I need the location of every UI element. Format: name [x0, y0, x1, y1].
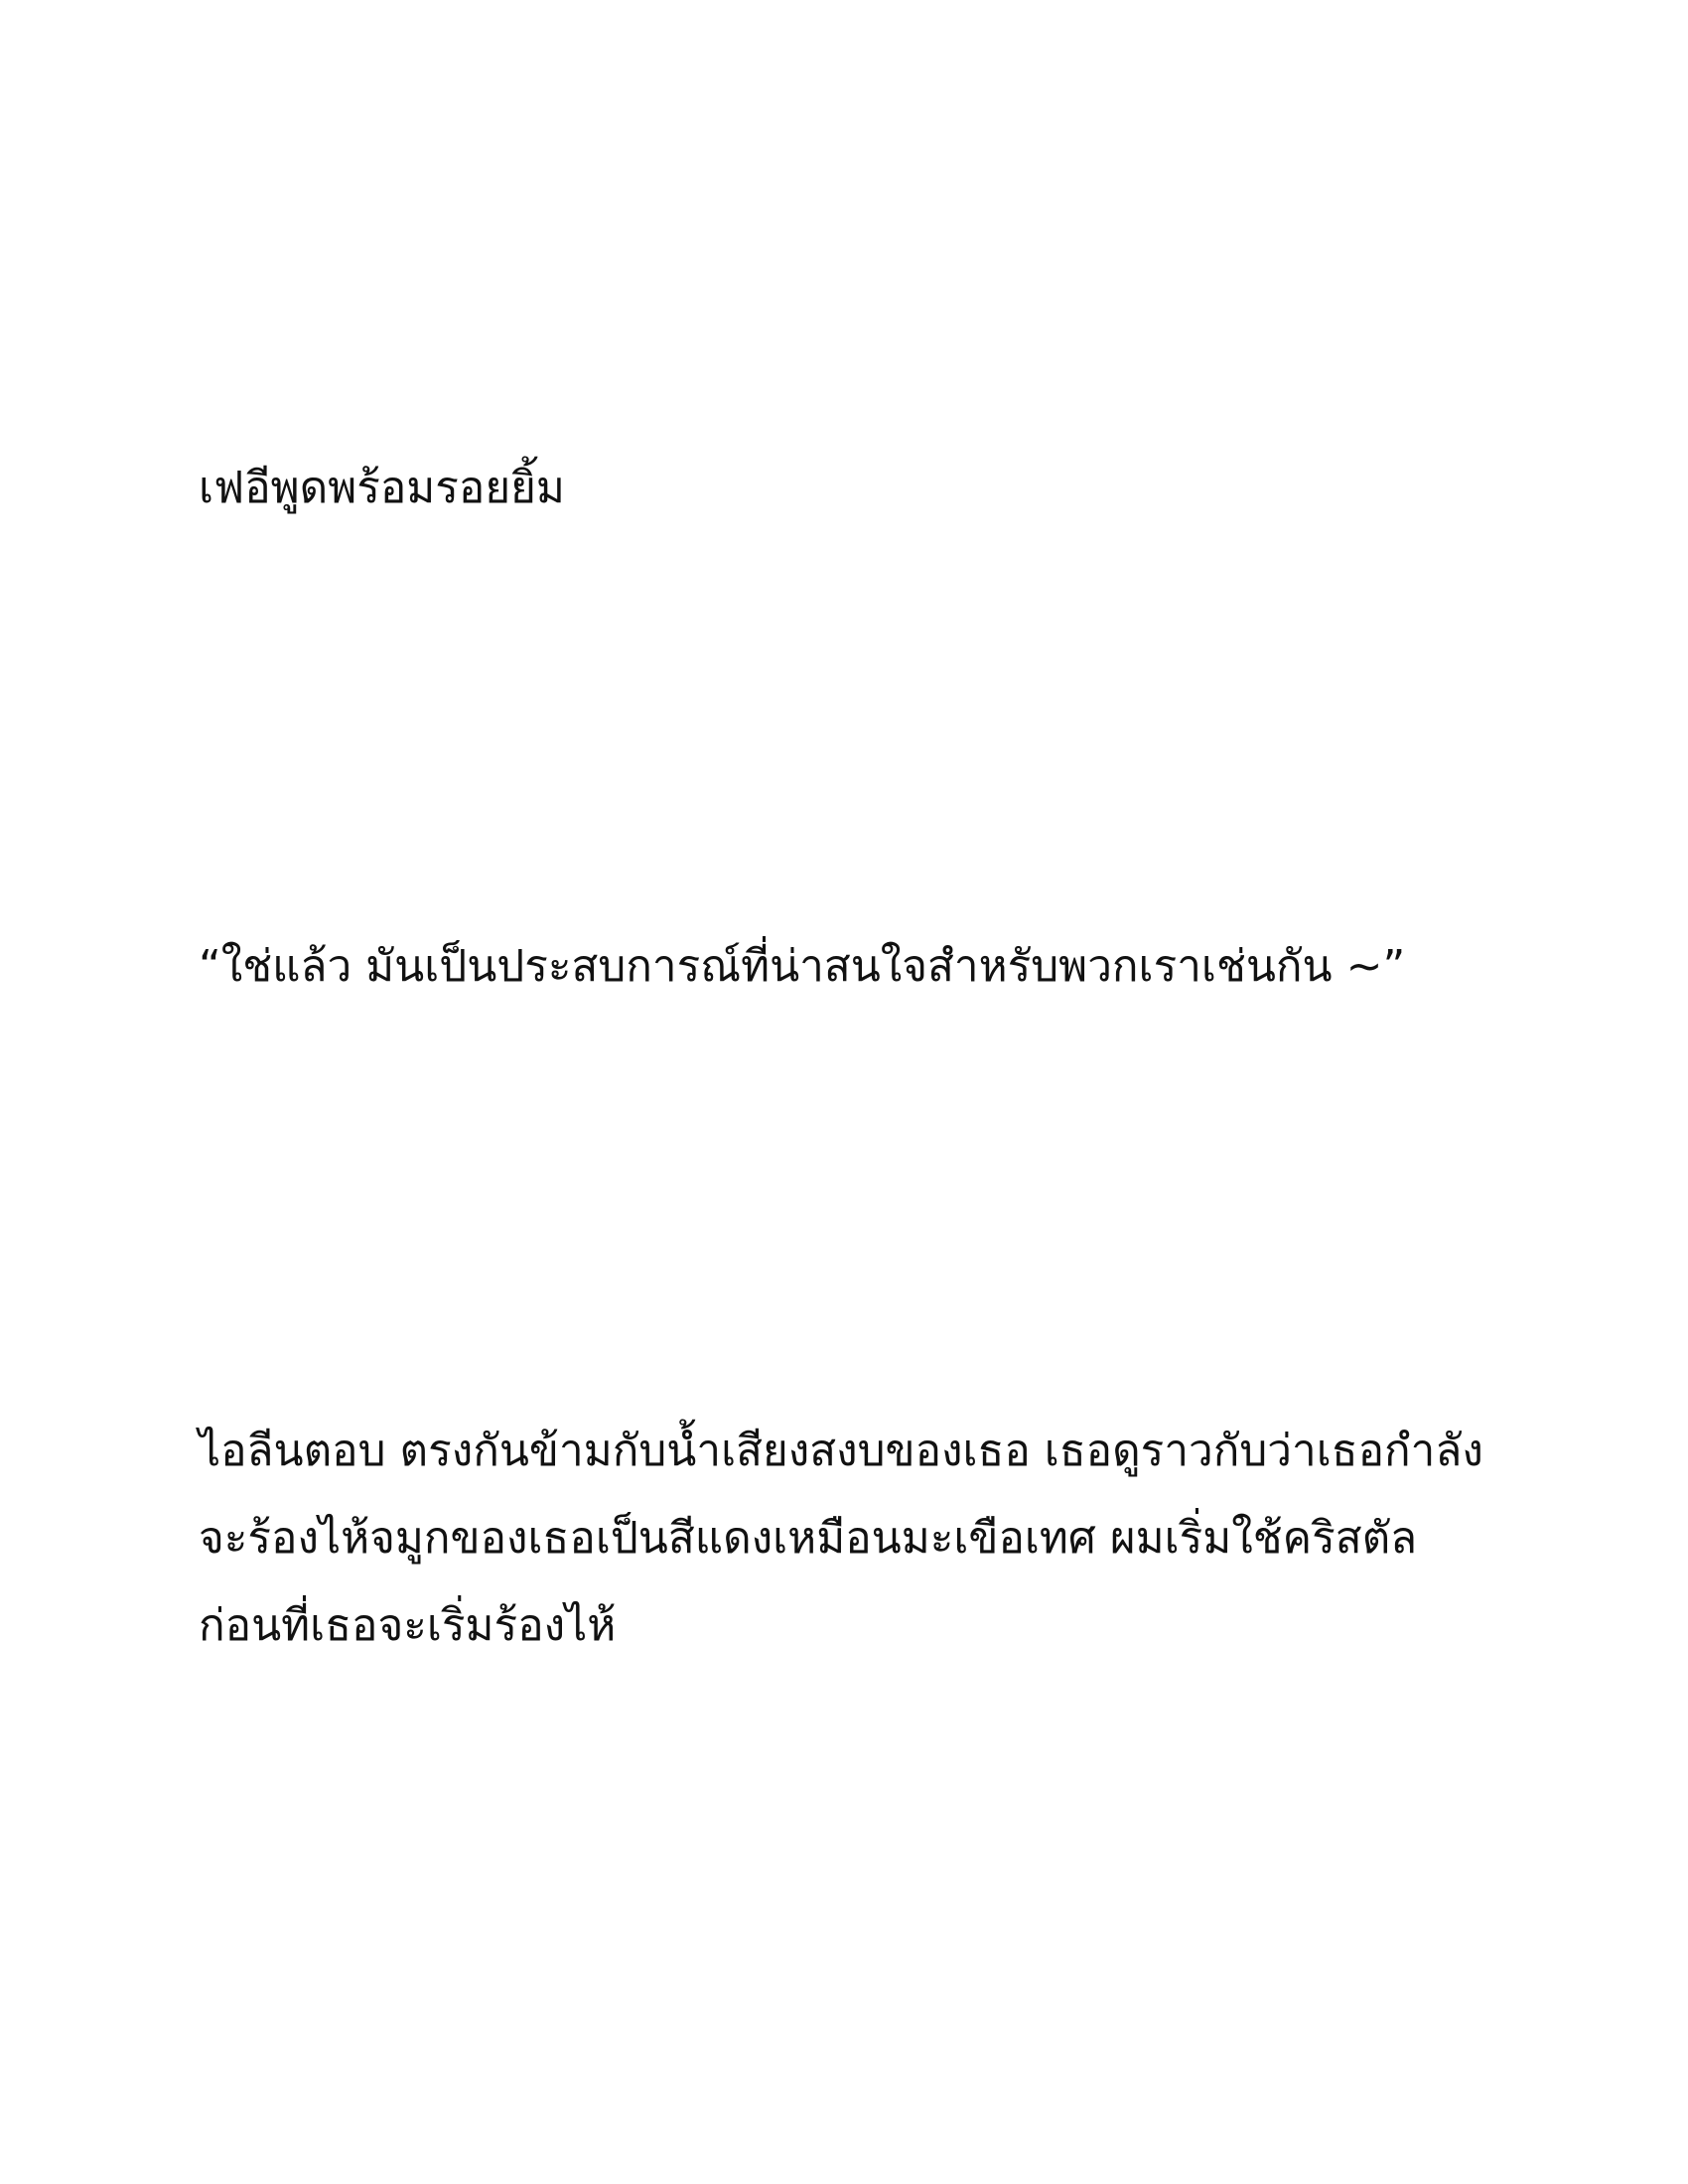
paragraph-dialogue-quote: “ใช่แล้ว มันเป็นประสบการณ์ที่น่าสนใจสำหรับพวกเราเช่นกัน ~”: [199, 941, 1406, 992]
paragraph-narration-smile: เฟอีพูดพร้อมรอยยิ้ม: [199, 463, 565, 513]
paragraph-narration-crying: ไอลีนตอบ ตรงกันข้ามกับน้ำเสียงสงบของเธอ เธอดูราวกับว่าเธอกำลังจะร้องไห้จมูกของเธอเป็นสีแดงเหมือนมะเขือเทศ ผมเริ่มใช้คริสตัลก่อนที่เธอจะเริ่มร้องไห้: [199, 1426, 1483, 1651]
